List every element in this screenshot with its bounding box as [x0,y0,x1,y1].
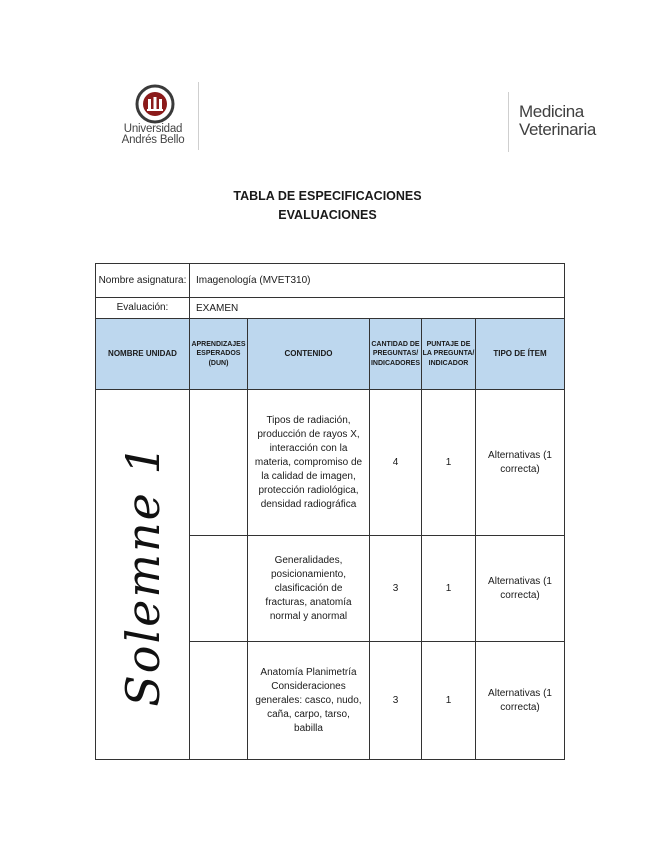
quantity-cell: 3 [370,536,422,642]
type-cell: Alternativas (1 correcta) [476,642,565,760]
specification-table [95,263,565,760]
handwritten-unit-name: Solemne 1 [115,442,170,707]
score-cell: 1 [422,642,476,760]
header-learning: APRENDIZAJES ESPERADOS (DUN) [190,319,248,390]
unit-cell [96,390,190,760]
content-cell: Tipos de radiación, producción de rayos X, interacción con la materia, compromiso de la calidad de imagen, protección radiológica, densidad radiográfica [248,390,370,536]
evaluation-label: Evaluación: [96,298,190,319]
faculty-logo: Medicina Veterinaria [519,102,596,139]
evaluation-row [96,298,565,319]
table-row [96,390,565,536]
score-cell: 1 [422,390,476,536]
unab-logo [112,84,200,152]
subject-row [96,264,565,298]
subject-value: Imagenología (MVET310) [190,264,565,298]
header-score: PUNTAJE DE LA PREGUNTA/ INDICADOR [422,319,476,390]
header-divider [508,92,509,152]
quantity-cell: 4 [370,390,422,536]
header-quantity: CANTIDAD DE PREGUNTAS/ INDICADORES [370,319,422,390]
header-type: TIPO DE ÍTEM [476,319,565,390]
type-cell: Alternativas (1 correcta) [476,536,565,642]
document-title: TABLA DE ESPECIFICACIONES EVALUACIONES [233,189,422,222]
quantity-cell: 3 [370,642,422,760]
content-cell: Anatomía Planimetría Consideraciones generales: casco, nudo, caña, carpo, tarso, babilla [248,642,370,760]
learning-cell [190,536,248,642]
unab-emblem-icon [135,84,175,124]
evaluation-value: EXAMEN [190,298,565,319]
score-cell: 1 [422,536,476,642]
learning-cell [190,390,248,536]
type-cell: Alternativas (1 correcta) [476,390,565,536]
header-divider [198,82,199,150]
column-headers [96,319,565,390]
content-cell: Generalidades, posicionamiento, clasificación de fracturas, anatomía normal y anormal [248,536,370,642]
learning-cell [190,642,248,760]
subject-label: Nombre asignatura: [96,264,190,298]
header-unit: NOMBRE UNIDAD [96,319,190,390]
header-content: CONTENIDO [248,319,370,390]
university-name: Universidad Andrés Bello [121,123,185,146]
